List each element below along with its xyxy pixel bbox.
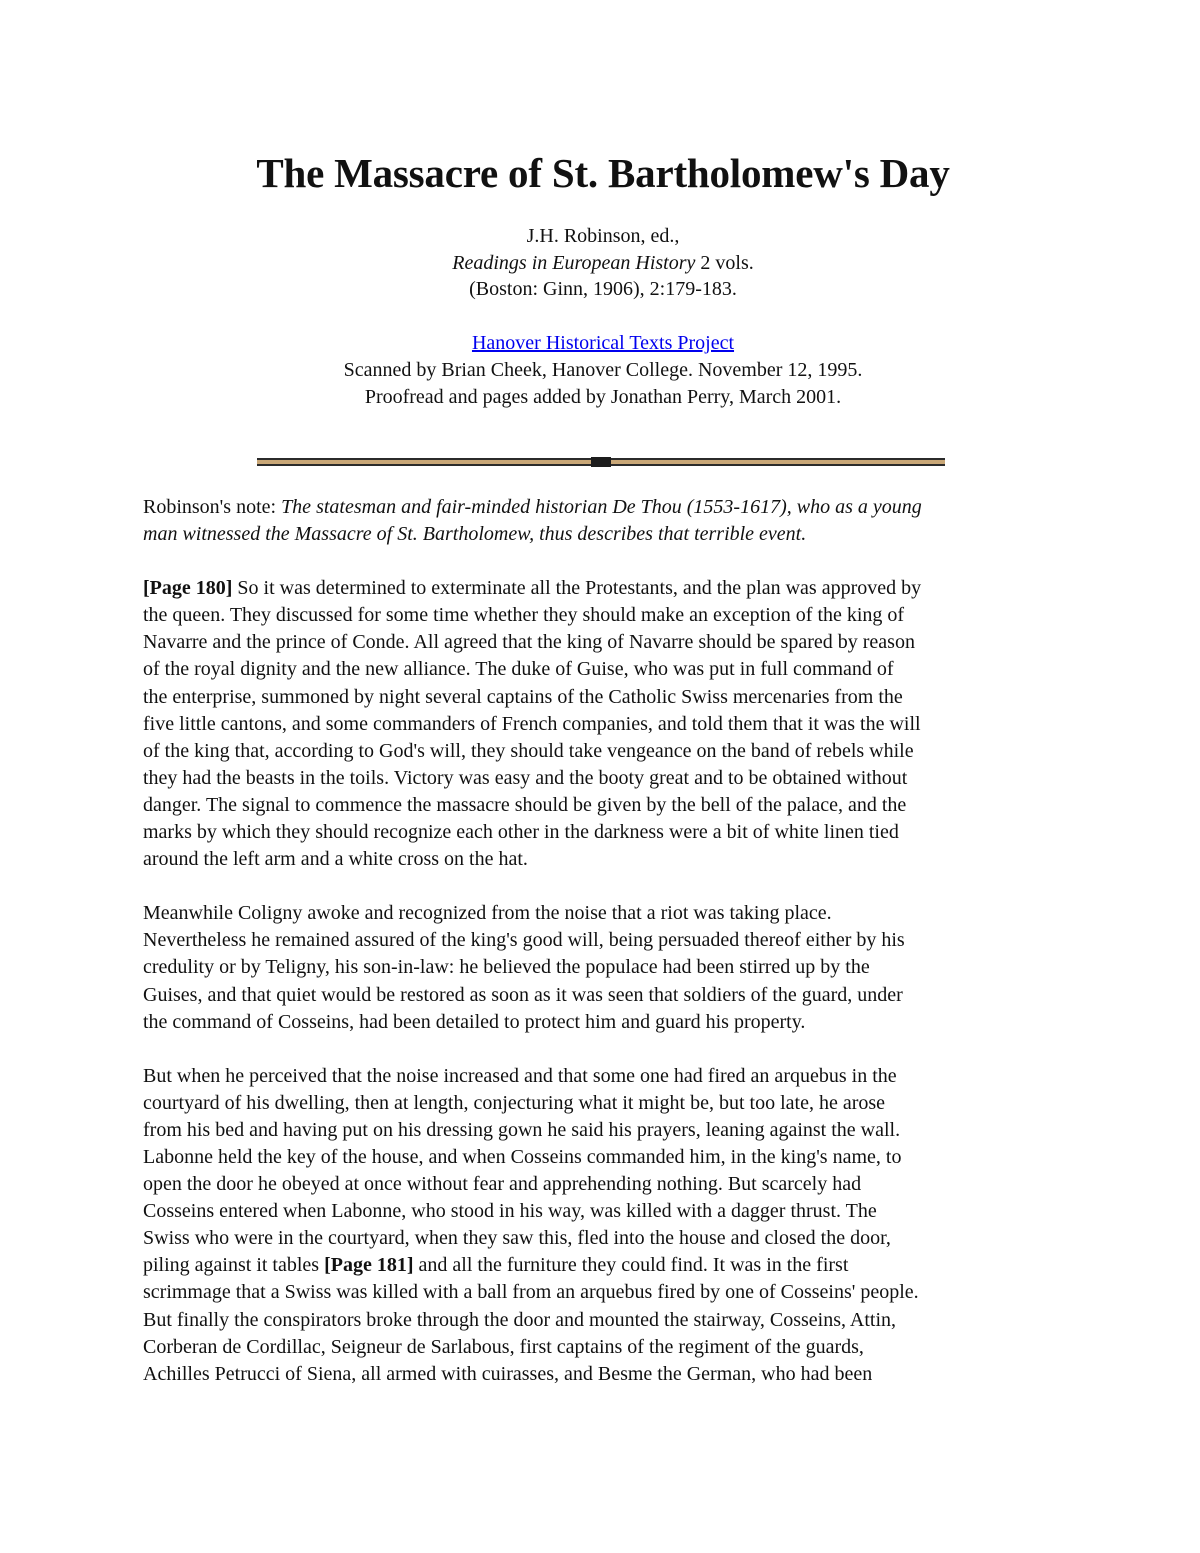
page-reference: [Page 180] [143,577,233,600]
citation-book-title: Readings in European History [452,251,696,274]
text-line: scrimmage that a Swiss was killed with a ball from an arquebus fired by one of Cosseins' people. [143,1281,919,1304]
citation-editor: J.H. Robinson, ed., [526,225,680,247]
text-line: Cosseins entered when Labonne, who stood in his way, was killed with a dagger thrust. The [143,1200,877,1223]
text-line: marks by which they should recognize each other in the darkness were a bit of white linen tied [143,821,899,844]
citation-publication: (Boston: Ginn, 1906), 2:179-183. [469,278,737,300]
text-line: Nevertheless he remained assured of the king's good will, being persuaded thereof either by his [143,929,905,952]
citation-volumes: 2 vols. [695,251,754,274]
text-line: Swiss who were in the courtyard, when they saw this, fled into the house and closed the door, [143,1227,891,1250]
paragraph-2 [143,900,1063,1035]
credits-block [143,330,1063,411]
text-line: Meanwhile Coligny awoke and recognized from the noise that a riot was taking place. [143,902,832,925]
text-line: Navarre and the prince of Conde. All agreed that the king of Navarre should be spared by reason [143,631,915,654]
text-line: around the left arm and a white cross on the hat. [143,848,528,871]
project-link-line [143,330,1063,357]
text-line: But when he perceived that the noise increased and that some one had fired an arquebus in the [143,1064,897,1087]
text-line: of the royal dignity and the new alliance. The duke of Guise, who was put in full command of [143,658,894,681]
paragraph-1 [143,575,1063,873]
citation-book-line [143,250,1063,277]
text-line [143,575,1063,602]
page-title: The Massacre of St. Bartholomew's Day [256,150,950,196]
text-line: the command of Cosseins, had been detailed to protect him and guard his property. [143,1010,806,1033]
document-body [143,494,1063,1415]
text-line: But finally the conspirators broke through the door and mounted the stairway, Cosseins, Attin, [143,1308,897,1331]
text-line: open the door he obeyed at once without fear and apprehending nothing. But scarcely had [143,1173,862,1196]
text-line: of the king that, according to God's will, they should take vengeance on the band of rebels while [143,739,914,762]
divider-ornament [591,457,611,467]
decorative-divider [257,458,945,466]
note-label: Robinson's note: [143,496,282,518]
text-line: credulity or by Teligny, his son-in-law: he believed the populace had been stirred up by the [143,956,870,979]
note-line: man witnessed the Massacre of St. Bartholomew, thus describes that terrible event. [143,523,807,546]
text-line: five little cantons, and some commanders of French companies, and told them that it was the will [143,712,921,735]
text-line: Labonne held the key of the house, and when Cosseins commanded him, in the king's name, to [143,1145,902,1168]
text-span: So it was determined to exterminate all the Protestants, and the plan was approved by [232,577,922,600]
citation-block [143,223,1063,303]
text-line [143,1252,1063,1279]
robinson-note [143,494,1063,548]
project-link[interactable]: Hanover Historical Texts Project [471,332,735,354]
note-text: The statesman and fair-minded historian De Thou (1553-1617), who as a young [281,496,922,518]
text-line: the queen. They discussed for some time whether they should make an exception of the king of [143,604,905,627]
text-span: piling against it tables [143,1254,325,1277]
note-line [143,494,1063,521]
text-line: danger. The signal to commence the massacre should be given by the bell of the palace, and the [143,793,907,816]
scanned-credit: Scanned by Brian Cheek, Hanover College. November 12, 1995. [343,359,863,381]
text-line: Guises, and that quiet would be restored as soon as it was seen that soldiers of the guard, under [143,983,903,1006]
proofread-credit: Proofread and pages added by Jonathan Perry, March 2001. [364,386,842,408]
page-reference: [Page 181] [324,1254,414,1277]
text-line: Corberan de Cordillac, Seigneur de Sarlabous, first captains of the regiment of the guards, [143,1335,864,1358]
text-line: from his bed and having put on his dressing gown he said his prayers, leaning against the wall. [143,1118,901,1141]
text-line: they had the beasts in the toils. Victory was easy and the booty great and to be obtained without [143,766,908,789]
text-line: the enterprise, summoned by night several captains of the Catholic Swiss mercenaries from the [143,685,903,708]
paragraph-3 [143,1063,1063,1388]
text-line: Achilles Petrucci of Siena, all armed with cuirasses, and Besme the German, who had been [143,1362,873,1385]
text-span: and all the furniture they could find. It was in the first [413,1254,849,1277]
text-line: courtyard of his dwelling, then at length, conjecturing what it might be, but too late, he arose [143,1091,886,1114]
